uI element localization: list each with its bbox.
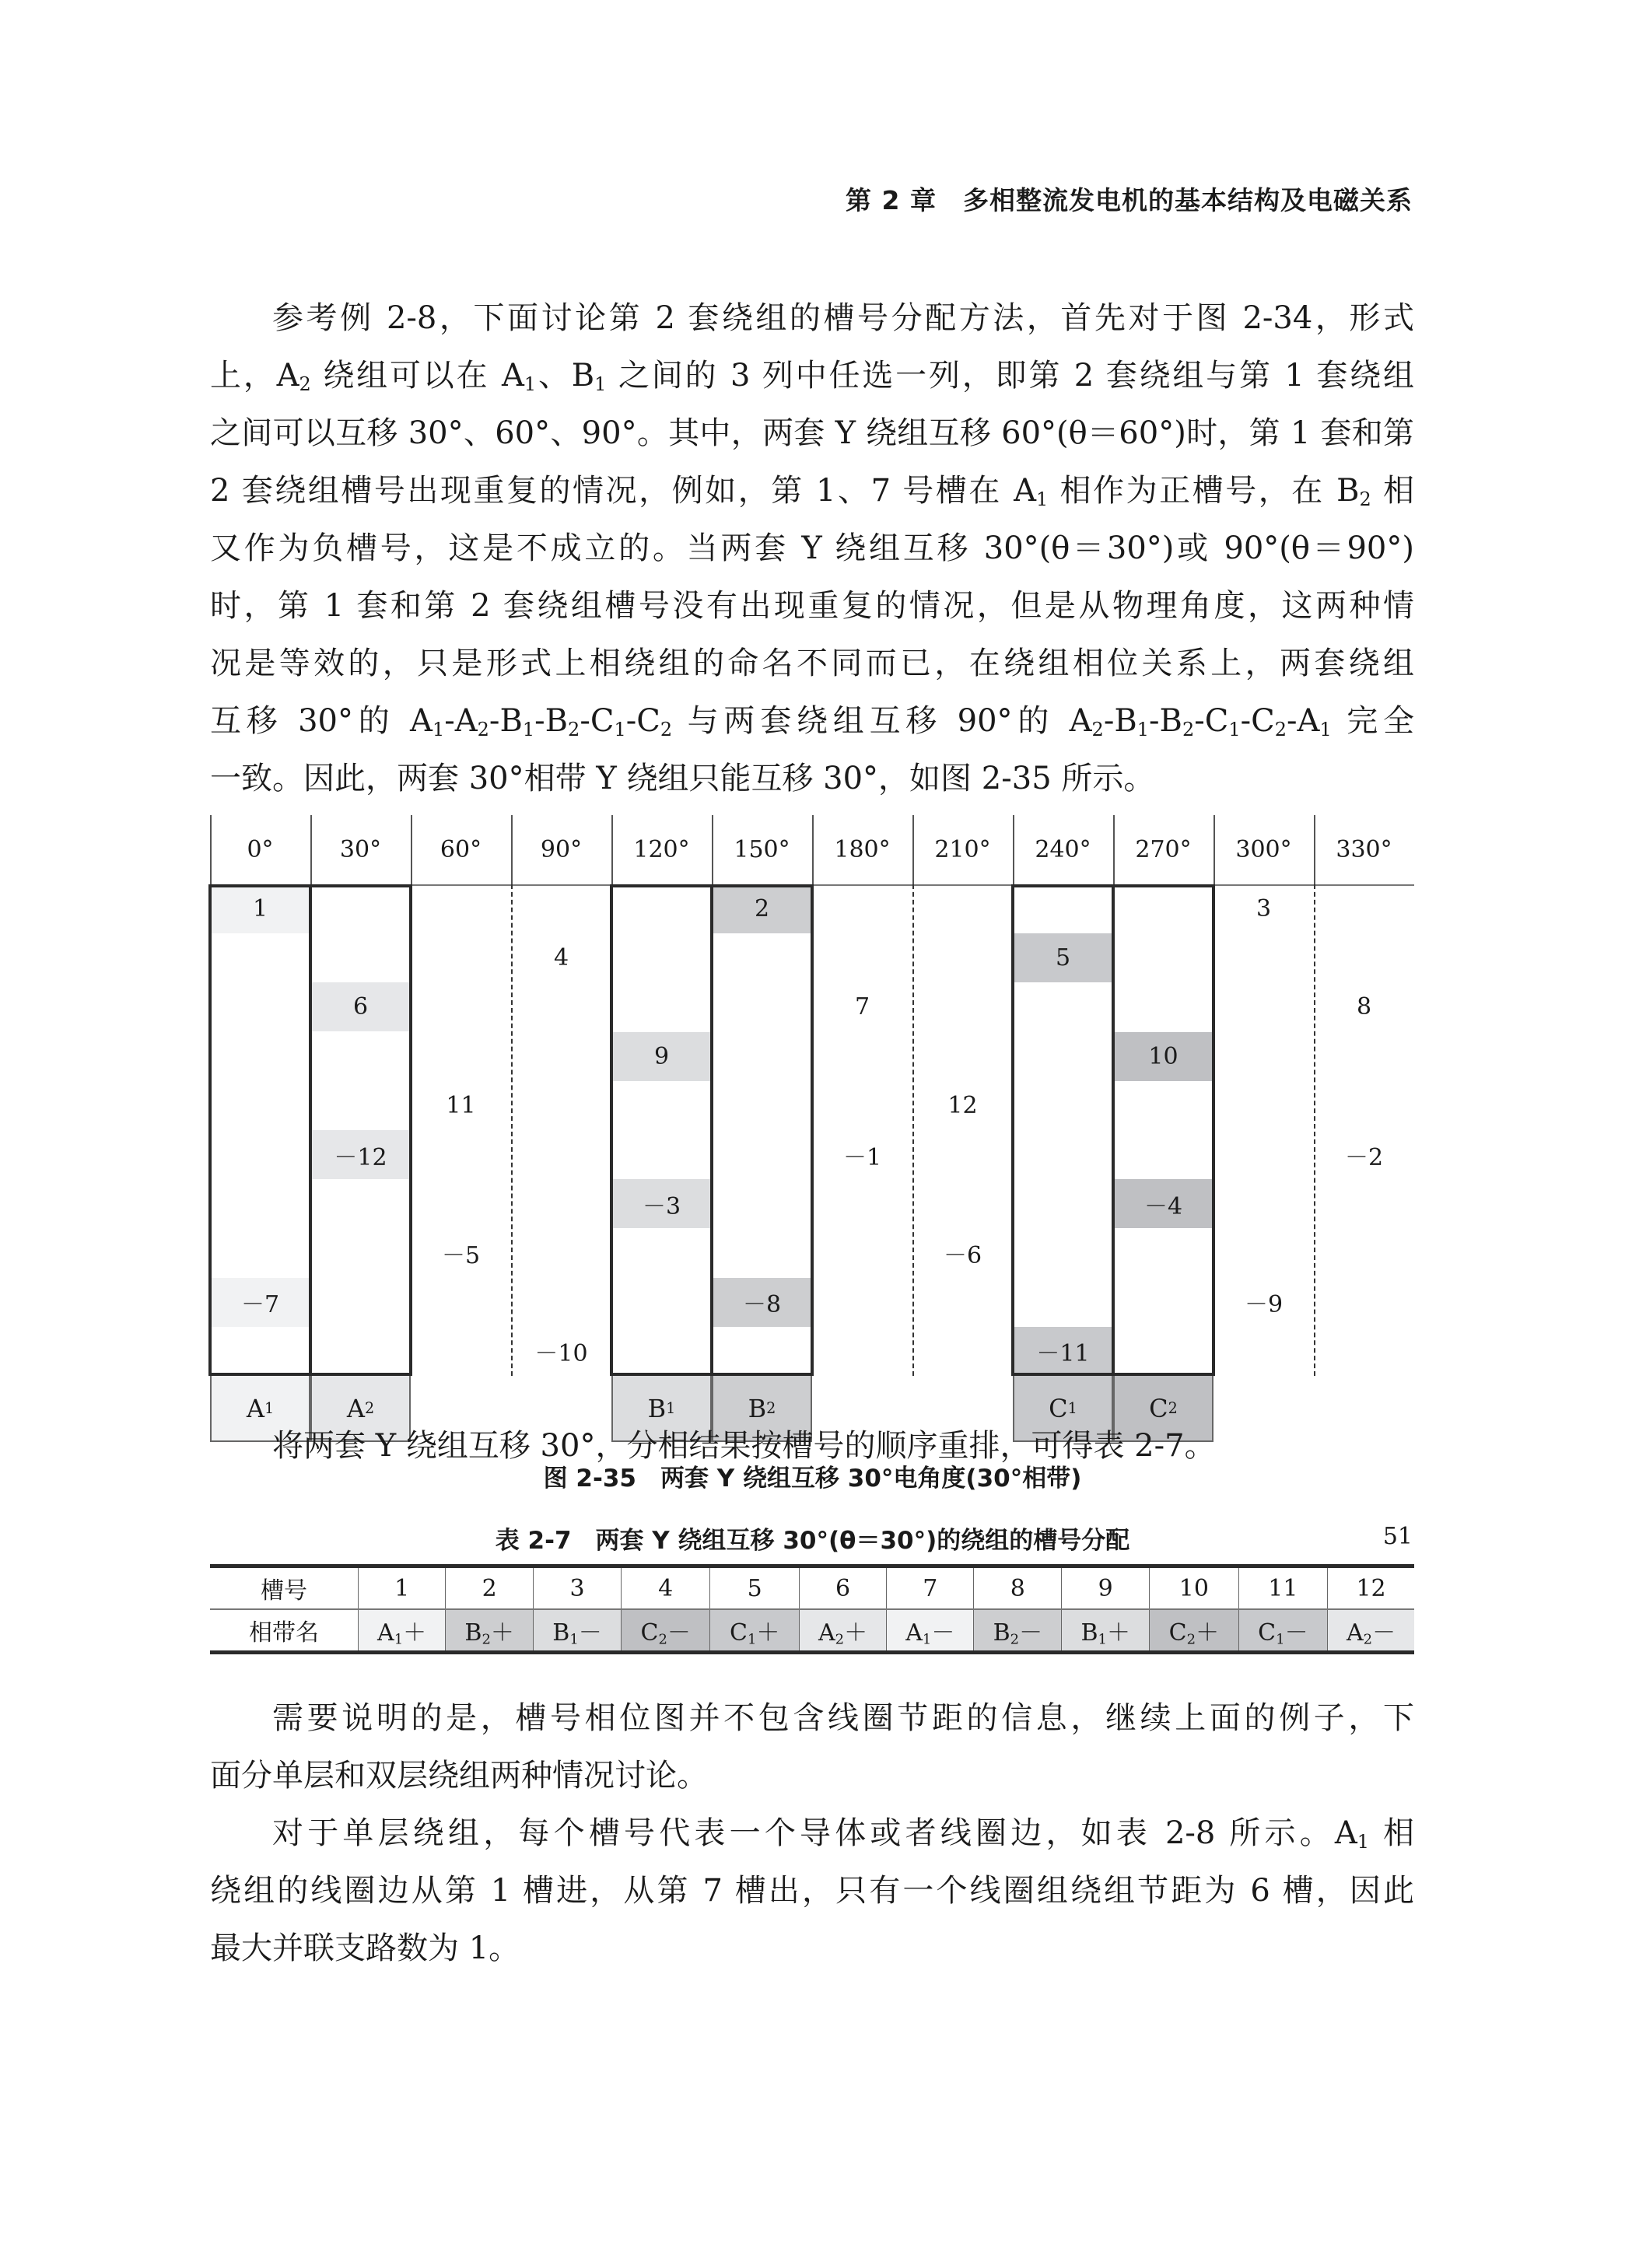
- phase-letter: B: [647, 1393, 667, 1423]
- subscript: 1: [1036, 488, 1049, 510]
- phase-subscript: 1: [922, 1631, 932, 1648]
- text-line: [210, 1747, 1414, 1804]
- text-run: 绕组可以在 A: [310, 358, 524, 394]
- text-run: 相: [1369, 1815, 1414, 1851]
- text-line: [210, 635, 1414, 692]
- text-line: [210, 1689, 1414, 1747]
- slot-label: 1: [252, 895, 268, 922]
- phase-label: C 1: [1013, 1376, 1113, 1442]
- phase-letter: A: [246, 1393, 264, 1423]
- text-run: -A: [1287, 703, 1320, 739]
- phase-subscript: 1: [569, 1631, 579, 1648]
- paragraph-2-line: 将两套 Y 绕组互移 30°，分相结果按槽号的顺序重排，可得表 2-7。: [272, 1428, 1216, 1464]
- subscript: 2: [1359, 488, 1371, 510]
- phase-letter: A: [346, 1393, 365, 1423]
- phase-label: A 2: [310, 1376, 411, 1442]
- angle-header: 90°: [540, 836, 583, 863]
- slot-label: －12: [334, 1143, 387, 1171]
- angle-header: 240°: [1035, 836, 1091, 863]
- slot-label: －4: [1143, 1192, 1183, 1220]
- phase-column-box: [1112, 884, 1215, 1376]
- text-run: 完全: [1331, 703, 1415, 739]
- angle-header: 330°: [1336, 836, 1392, 863]
- text-line: [210, 1920, 1414, 1977]
- phase-band-cell: [974, 1609, 1062, 1653]
- subscript: 2: [1274, 719, 1287, 740]
- text-run: -C: [1240, 703, 1275, 739]
- slot-label: 12: [947, 1091, 978, 1119]
- table-row-phase-bands: [210, 1609, 1414, 1653]
- slot-phase-diagram: [210, 815, 1414, 1442]
- phase-band-cell: [799, 1609, 886, 1653]
- subscript: 2: [1091, 719, 1104, 740]
- polarity-sign: ＋: [844, 1619, 868, 1647]
- slot-label: 9: [653, 1042, 670, 1070]
- text-run: 面分单层和双层绕组两种情况讨论。: [210, 1758, 708, 1794]
- paragraph-4: [210, 1804, 1414, 1977]
- phase-band-cell: [1328, 1609, 1414, 1653]
- subscript: 1: [594, 373, 607, 395]
- text-line: [210, 1804, 1414, 1862]
- phase-letter: C: [1149, 1393, 1168, 1423]
- angle-header: 30°: [339, 836, 382, 863]
- polarity-sign: －: [1019, 1619, 1043, 1647]
- phase-band-cell: [1062, 1609, 1150, 1653]
- slot-label: －1: [842, 1143, 882, 1171]
- phase-label: B 2: [712, 1376, 812, 1442]
- slot-label: －6: [943, 1241, 982, 1269]
- subscript: 2: [660, 719, 673, 740]
- slot-label: －9: [1244, 1291, 1284, 1319]
- polarity-sign: －: [578, 1619, 602, 1647]
- slot-number-cell: 6: [799, 1566, 886, 1610]
- text-run: -B: [489, 703, 523, 739]
- subscript: 1: [1319, 719, 1332, 740]
- polarity-sign: ＋: [403, 1619, 427, 1647]
- slot-label: 6: [352, 993, 369, 1021]
- phase-letter: B: [993, 1619, 1010, 1647]
- slot-number-cell: 5: [710, 1566, 799, 1610]
- slot-number-cell: 12: [1328, 1566, 1414, 1610]
- angle-header: 270°: [1135, 836, 1192, 863]
- phase-letter: C: [1049, 1393, 1068, 1423]
- subscript: 1: [1136, 719, 1150, 740]
- polarity-sign: ＋: [490, 1619, 514, 1647]
- slot-label: 8: [1356, 993, 1372, 1021]
- phase-band-cell: [887, 1609, 974, 1653]
- slot-label: －3: [642, 1192, 681, 1220]
- text-run: -C: [1194, 703, 1229, 739]
- text-run: 又作为负槽号，这是不成立的。当两套 Y 绕组互移 30°(θ＝30°)或 90°(θ＝90°): [210, 530, 1414, 566]
- polarity-sign: －: [1372, 1619, 1396, 1647]
- angle-header: 0°: [247, 836, 274, 863]
- phase-subscript: 2: [482, 1631, 491, 1648]
- header-divider: [1213, 815, 1215, 884]
- subscript: 1: [1357, 1831, 1370, 1853]
- subscript: 1: [614, 719, 626, 740]
- phase-subscript: 2: [1363, 1631, 1373, 1648]
- text-run: -A: [444, 703, 478, 739]
- phase-band-cell: [710, 1609, 799, 1653]
- slot-assignment-table: [210, 1564, 1414, 1654]
- slot-label: 5: [1055, 944, 1071, 972]
- text-run: 相作为正槽号，在 B: [1048, 473, 1360, 509]
- phase-subscript: 1: [394, 1631, 404, 1648]
- row-header-slot: 槽号: [210, 1566, 359, 1610]
- slot-number-cell: 7: [887, 1566, 974, 1610]
- phase-letter: A: [1346, 1619, 1364, 1647]
- slot-label: 7: [854, 993, 870, 1021]
- phase-subscript: 2: [1010, 1631, 1020, 1648]
- slot-number-cell: 9: [1062, 1566, 1150, 1610]
- phase-letter: C: [640, 1619, 659, 1647]
- subscript: 1: [432, 719, 445, 740]
- slot-label: －8: [742, 1291, 782, 1319]
- phase-band-cell: [621, 1609, 709, 1653]
- text-run: -B: [1149, 703, 1182, 739]
- angle-header: 60°: [440, 836, 482, 863]
- text-run: -B: [534, 703, 569, 739]
- polarity-sign: －: [1284, 1619, 1308, 1647]
- text-run: 之间可以互移 30°、60°、90°。其中，两套 Y 绕组互移 60°(θ＝60°)时，第 1 套和第: [210, 415, 1414, 451]
- header-divider: [310, 815, 312, 884]
- text-run: 、B: [536, 358, 595, 394]
- slot-number-cell: 2: [446, 1566, 534, 1610]
- phase-subscript: 2: [658, 1631, 667, 1648]
- slot-label: 3: [1256, 895, 1272, 922]
- text-line: [210, 577, 1414, 635]
- text-run: 之间的 3 列中任选一列，即第 2 套绕组与第 1 套绕组: [606, 358, 1414, 394]
- angle-header: 120°: [633, 836, 690, 863]
- angle-header: 180°: [834, 836, 891, 863]
- polarity-sign: ＋: [756, 1619, 780, 1647]
- text-line: [210, 1862, 1414, 1920]
- header-divider: [611, 815, 613, 884]
- header-divider: [812, 815, 814, 884]
- header-divider: [210, 815, 212, 884]
- page-number: 51: [1382, 1523, 1413, 1550]
- text-run: 况是等效的，只是形式上相绕组的命名不同而已，在绕组相位关系上，两套绕组: [210, 646, 1414, 681]
- phase-band-cell: [1150, 1609, 1238, 1653]
- phase-subscript: 2: [1186, 1631, 1196, 1648]
- text-run: 与两套绕组互移 90°的 A: [672, 703, 1092, 739]
- slot-label: －11: [1036, 1340, 1090, 1368]
- text-line: [210, 692, 1414, 750]
- subscript: 1: [522, 719, 535, 740]
- slot-number-cell: 8: [974, 1566, 1062, 1610]
- text-run: 需要说明的是，槽号相位图并不包含线圈节距的信息，继续上面的例子，下: [272, 1700, 1414, 1736]
- phase-letter: C: [729, 1619, 748, 1647]
- text-line: [210, 462, 1414, 520]
- slot-label: －7: [240, 1291, 280, 1319]
- text-run: 绕组的线圈边从第 1 槽进，从第 7 槽出，只有一个线圈组绕组节距为 6 槽，因此: [210, 1873, 1414, 1909]
- text-line: [210, 404, 1414, 462]
- polarity-sign: －: [931, 1619, 955, 1647]
- phase-label: C 2: [1113, 1376, 1213, 1442]
- subscript: 2: [477, 719, 489, 740]
- text-run: -C: [625, 703, 660, 739]
- phase-letter: A: [818, 1619, 835, 1647]
- subscript: 2: [568, 719, 580, 740]
- text-run: 相: [1371, 473, 1415, 509]
- header-divider: [1113, 815, 1115, 884]
- header-divider: [712, 815, 713, 884]
- phase-subscript: 1: [747, 1631, 757, 1648]
- phase-subscript: 1: [1098, 1631, 1107, 1648]
- text-run: -B: [1103, 703, 1137, 739]
- subscript: 2: [1182, 719, 1195, 740]
- slot-number-cell: 3: [534, 1566, 622, 1610]
- running-head: 第 2 章 多相整流发电机的基本结构及电磁关系: [846, 185, 1413, 215]
- polarity-sign: －: [667, 1619, 691, 1647]
- header-divider: [511, 815, 513, 884]
- text-line: [210, 520, 1414, 577]
- row-header-phase-band: 相带名: [249, 1619, 319, 1647]
- phase-letter: A: [377, 1619, 394, 1647]
- figure-caption: 图 2-35 两套 Y 绕组互移 30°电角度(30°相带): [543, 1465, 1082, 1493]
- phase-subscript: 1: [1276, 1631, 1285, 1648]
- header-divider: [1314, 815, 1315, 884]
- paragraph-2-text: [272, 1417, 1414, 1475]
- text-line: [210, 750, 1414, 807]
- phase-band-cell: [1238, 1609, 1327, 1653]
- text-run: 最大并联支路数为 1。: [210, 1930, 520, 1966]
- phase-letter: C: [1168, 1619, 1187, 1647]
- text-run: 一致。因此，两套 30°相带 Y 绕组只能互移 30°，如图 2-35 所示。: [210, 761, 1155, 796]
- phase-column-box: [610, 884, 713, 1376]
- subscript: 1: [524, 373, 537, 395]
- header-divider: [912, 815, 914, 884]
- paragraph-1: [210, 289, 1414, 807]
- phase-letter: B: [748, 1393, 767, 1423]
- phase-letter: C: [1258, 1619, 1277, 1647]
- phase-label: B 1: [611, 1376, 712, 1442]
- angle-header: 300°: [1235, 836, 1292, 863]
- slot-label: 11: [446, 1091, 476, 1119]
- slot-label: －10: [534, 1340, 588, 1368]
- slot-number-cell: 11: [1238, 1566, 1327, 1610]
- phase-band-cell: [359, 1609, 446, 1653]
- slot-number-cell: 4: [621, 1566, 709, 1610]
- phase-letter: B: [1080, 1619, 1098, 1647]
- polarity-sign: ＋: [1106, 1619, 1130, 1647]
- text-run: 2 套绕组槽号出现重复的情况，例如，第 1、7 号槽在 A: [210, 473, 1037, 509]
- slot-label: 2: [754, 895, 770, 922]
- dashed-divider: [912, 884, 914, 1376]
- angle-header: 210°: [934, 836, 991, 863]
- polarity-sign: ＋: [1196, 1619, 1220, 1647]
- subscript: 2: [299, 373, 311, 395]
- phase-band-cell: [446, 1609, 534, 1653]
- slot-label: －2: [1344, 1143, 1384, 1171]
- paragraph-3: [210, 1689, 1414, 1804]
- text-line: [210, 289, 1414, 347]
- phase-band-cell: [534, 1609, 622, 1653]
- table-caption: 表 2-7 两套 Y 绕组互移 30°(θ＝30°)的绕组的槽号分配: [495, 1527, 1130, 1555]
- phase-label: A 1: [210, 1376, 310, 1442]
- slot-label: 4: [553, 944, 569, 972]
- phase-letter: A: [905, 1619, 923, 1647]
- text-line: [210, 347, 1414, 404]
- header-divider: [1013, 815, 1014, 884]
- text-run: 上，A: [210, 358, 299, 394]
- text-run: 参考例 2-8，下面讨论第 2 套绕组的槽号分配方法，首先对于图 2-34，形式: [272, 300, 1414, 336]
- text-run: 对于单层绕组，每个槽号代表一个导体或者线圈边，如表 2-8 所示。A: [272, 1815, 1357, 1851]
- phase-letter: B: [552, 1619, 570, 1647]
- text-run: 时，第 1 套和第 2 套绕组槽号没有出现重复的情况，但是从物理角度，这两种情: [210, 588, 1414, 624]
- text-run: 互移 30°的 A: [210, 703, 433, 739]
- subscript: 1: [1228, 719, 1241, 740]
- slot-number-cell: 10: [1150, 1566, 1238, 1610]
- text-run: -C: [580, 703, 615, 739]
- phase-letter: B: [464, 1619, 482, 1647]
- slot-number-cell: 1: [359, 1566, 446, 1610]
- slot-label: 10: [1148, 1042, 1178, 1070]
- header-divider: [411, 815, 412, 884]
- angle-header: 150°: [734, 836, 790, 863]
- phase-subscript: 2: [835, 1631, 845, 1648]
- slot-label: －5: [441, 1241, 481, 1269]
- table-row-slot-numbers: [210, 1566, 1414, 1610]
